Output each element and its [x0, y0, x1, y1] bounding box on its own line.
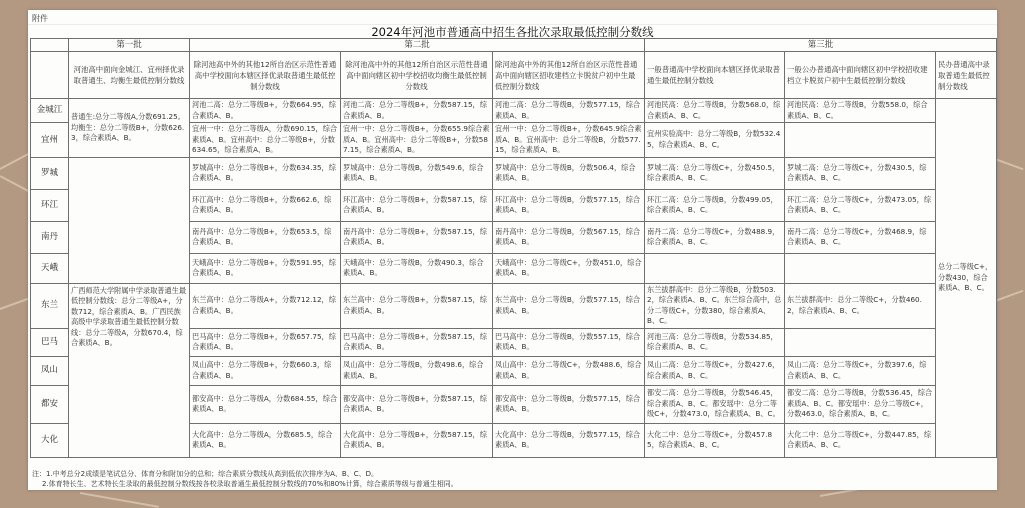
score-cell: 天峨高中：总分二等级C+，分数451.0，综合素质A、B。 — [493, 253, 645, 283]
county-cell: 东兰 — [31, 283, 69, 328]
score-cell: 大化高中：总分二等级A，分数685.5，综合素质A、B。 — [190, 423, 341, 457]
score-cell: 南丹高中：总分二等级B+，分数653.5，综合素质A、B。 — [190, 221, 341, 253]
score-cell: 巴马高中：总分二等级B，分数557.15，综合素质A、B。 — [493, 328, 645, 356]
corner-cell — [31, 39, 69, 52]
county-cell: 环江 — [31, 189, 69, 221]
score-cell: 大化二中：总分二等级C+，分数457.85，综合素质A、B、C。 — [645, 423, 785, 457]
score-cell: 环江高中：总分二等级B+，分数587.15，综合素质A、B。 — [341, 189, 493, 221]
score-cell: 河池二高：总分二等级B+，分数664.95，综合素质A、B。 — [190, 99, 341, 123]
background-decoration — [995, 290, 1024, 302]
attachment-label: 附件 — [32, 14, 48, 23]
score-cell: 河池三高：总分二等级B，分数534.85，综合素质A、B、C。 — [645, 328, 785, 356]
score-cell: 东兰拔群高中：总分二等级B，分数503.2，综合素质A、B、C。东兰综合高中，总分二等级C+，分数380，综合素质A、B、C。 — [645, 283, 785, 328]
score-table — [30, 38, 997, 458]
table-notes — [32, 469, 458, 489]
score-cell: 河池二高：总分二等级B，分数577.15，综合素质A、B。 — [493, 99, 645, 123]
table-row — [31, 99, 997, 123]
corner-cell — [31, 52, 69, 99]
score-cell: 都安高中：总分二等级A，分数684.55，综合素质A、B。 — [190, 385, 341, 423]
note-line: 注：1.中考总分2成绩是笔试总分、体育分和附加分的总和；综合素质分数线从高到低依次排序为A、B、C、D。 — [32, 470, 378, 478]
county-cell: 罗城 — [31, 157, 69, 189]
county-cell: 大化 — [31, 423, 69, 457]
score-cell: 大化二中：总分二等级C+，分数447.85，综合素质A、B、C。 — [785, 423, 936, 457]
spreadsheet-document — [28, 10, 997, 490]
score-cell: 巴马高中：总分二等级B+，分数587.15，综合素质A、B。 — [341, 328, 493, 356]
score-cell: 都安高中：总分二等级B+，分数587.15，综合素质A、B。 — [341, 385, 493, 423]
score-cell: 巴马高中：总分二等级B+，分数657.75，综合素质A、B。 — [190, 328, 341, 356]
batch-header-row — [31, 39, 997, 52]
score-cell: 东兰拔群高中：总分二等级C+，分数460.2，综合素质A、B、C。 — [785, 283, 936, 328]
column-header-row — [31, 52, 997, 99]
column-header: 一般普通高中学校面向本辖区择优录取普通生最低控制分数线 — [645, 52, 785, 99]
column-header: 民办普通高中录取普通生最低控制分数线 — [936, 52, 997, 99]
score-cell: 罗城高中：总分二等级B+，分数634.35，综合素质A、B。 — [190, 157, 341, 189]
first-batch-merged-cell — [69, 283, 190, 457]
score-cell: 宜州实验高中：总分二等级B，分数532.45，综合素质A、B、C。 — [645, 123, 785, 158]
score-cell: 凤山二高：总分二等级C+，分数427.6，综合素质A、B、C。 — [645, 356, 785, 385]
score-cell: 环江二高：总分二等级C+，分数473.05，综合素质A、B、C。 — [785, 189, 936, 221]
score-cell: 天峨高中：总分二等级B+，分数591.95，综合素质A、B。 — [190, 253, 341, 283]
note-line: 2.体育特长生、艺术特长生录取的最低控制分数线按各校录取普通生最低控制分数线的70%和80%计算，综合素质等级与普通生相同。 — [42, 480, 458, 488]
batch-third-header: 第三批 — [645, 39, 997, 52]
score-cell: 凤山高中：总分二等级C+，分数488.6，综合素质A、B。 — [493, 356, 645, 385]
table-row — [31, 283, 997, 328]
score-cell: 宜州一中：总分二等级A，分数690.15，综合素质A、B。宜州高中：总分二等级B+，分数634.65，综合素质A、B。 — [190, 123, 341, 158]
column-header: 一般公办普通高中面向辖区初中学校招收建档立卡脱贫户初中生最低控制分数线 — [785, 52, 936, 99]
score-cell: 环江高中：总分二等级B，分数577.15，综合素质A、B。 — [493, 189, 645, 221]
batch-second-header: 第二批 — [190, 39, 645, 52]
score-cell: 都安二高：总分二等级B，分数546.45，综合素质A、B、C。都安瑶中：总分二等级C+，分数473.0，综合素质A、B、C。 — [645, 385, 785, 423]
county-cell: 金城江 — [31, 99, 69, 123]
score-cell: 罗城二高：总分二等级C+，分数450.5，综合素质A、B、C。 — [645, 157, 785, 189]
private-school-merged-cell — [936, 99, 997, 458]
score-cell: 宜州一中：总分二等级B+，分数645.9综合素质A、B。宜州高中：总分二等级B，分数577.15，综合素质A、B。 — [493, 123, 645, 158]
score-cell: 大化高中：总分二等级B+，分数587.15，综合素质A、B。 — [341, 423, 493, 457]
county-cell: 凤山 — [31, 356, 69, 385]
county-cell: 宜州 — [31, 123, 69, 158]
table-row — [31, 157, 997, 189]
score-cell: 罗城高中：总分二等级B，分数549.6，综合素质A、B。 — [341, 157, 493, 189]
score-cell: 河池二高：总分二等级B+，分数587.15，综合素质A、B。 — [341, 99, 493, 123]
document-title: 2024年河池市普通高中招生各批次录取最低控制分数线 — [371, 25, 654, 39]
score-cell: 大化高中：总分二等级B，分数577.15，综合素质A、B。 — [493, 423, 645, 457]
column-header: 除河池高中外的其他12所自治区示范性普通高中学校面向本辖区择优录取普通生最低控制分数线 — [190, 52, 341, 99]
score-cell: 环江二高：总分二等级B，分数499.05，综合素质A、B、C。 — [645, 189, 785, 221]
score-cell: 东兰高中：总分二等级B，分数577.15，综合素质A、B。 — [493, 283, 645, 328]
score-cell — [645, 253, 785, 283]
score-cell: 东兰高中：总分二等级B+，分数587.15，综合素质A、B。 — [341, 283, 493, 328]
score-cell: 南丹二高：总分二等级C+，分数468.9，综合素质A、B、C。 — [785, 221, 936, 253]
column-header: 河池高中面向金城江、宜州择优录取普通生、均衡生最低控制分数线 — [69, 52, 190, 99]
score-cell: 南丹高中：总分二等级B，分数567.15，综合素质A、B。 — [493, 221, 645, 253]
score-cell: 东兰高中：总分二等级A+，分数712.12，综合素质A、B。 — [190, 283, 341, 328]
first-batch-empty-cell — [69, 157, 190, 283]
score-cell: 都安高中：总分二等级B，分数577.15，综合素质A、B。 — [493, 385, 645, 423]
score-cell — [785, 123, 936, 158]
score-cell — [785, 328, 936, 356]
first-batch-merged-cell: 普通生:总分二等级A,分数691.25。均衡生：总分二等级B+，分数626.3，综合素质A、B。 — [69, 99, 190, 158]
county-cell: 巴马 — [31, 328, 69, 356]
score-cell: 河池民高：总分二等级B，分数568.0，综合素质A、B、C。 — [645, 99, 785, 123]
score-cell: 凤山高中：总分二等级B，分数498.6，综合素质A、B。 — [341, 356, 493, 385]
background-decoration — [995, 158, 1024, 170]
score-cell: 都安二高：总分二等级B，分数536.45，综合素质A、B、C。都安瑶中：总分二等级C+，分数463.0，综合素质A、B、C。 — [785, 385, 936, 423]
score-cell: 罗城二高：总分二等级C+，分数430.5，综合素质A、B、C。 — [785, 157, 936, 189]
county-cell: 天峨 — [31, 253, 69, 283]
score-cell: 天峨高中：总分二等级B，分数490.3，综合素质A、B。 — [341, 253, 493, 283]
county-cell: 都安 — [31, 385, 69, 423]
score-cell: 罗城高中：总分二等级B，分数506.4，综合素质A、B。 — [493, 157, 645, 189]
score-cell: 环江高中：总分二等级B+，分数662.6，综合素质A、B。 — [190, 189, 341, 221]
private-school-score: 总分二等级C+，分数430，综合素质A、B、C。 — [938, 262, 993, 292]
batch-first-header: 第一批 — [69, 39, 190, 52]
score-cell: 南丹二高：总分二等级C+，分数488.9，综合素质A、B、C。 — [645, 221, 785, 253]
score-cell: 宜州一中：总分二等级B+，分数655.9综合素质A、B。宜州高中：总分二等级B+，分数587.15，综合素质A、B。 — [341, 123, 493, 158]
score-cell: 凤山高中：总分二等级B+，分数660.3，综合素质A、B。 — [190, 356, 341, 385]
score-cell: 河池民高：总分二等级B，分数558.0，综合素质A、B、C。 — [785, 99, 936, 123]
score-cell — [785, 253, 936, 283]
guangxi-normal-score: 广西师范大学附属中学录取普通生最低控制分数线：总分二等级A+，分数712，综合素质A、B。广西民族高级中学录取普通生最低控制分数线：总分二等级A，分数670.4，综合素质A、B。 — [71, 285, 187, 347]
column-header: 除河池高中外的其他12所自治区示范性普通高中面向辖区招收建档立卡脱贫户初中生最低控制分数线 — [493, 52, 645, 99]
county-cell: 南丹 — [31, 221, 69, 253]
column-header: 除河池高中外的其他12所自治区示范性普通高中面向辖区初中学校招收均衡生最低控制分数线 — [341, 52, 493, 99]
score-cell: 南丹高中：总分二等级B+，分数587.15，综合素质A、B。 — [341, 221, 493, 253]
score-cell: 凤山二高：总分二等级C+，分数397.6，综合素质A、B、C。 — [785, 356, 936, 385]
